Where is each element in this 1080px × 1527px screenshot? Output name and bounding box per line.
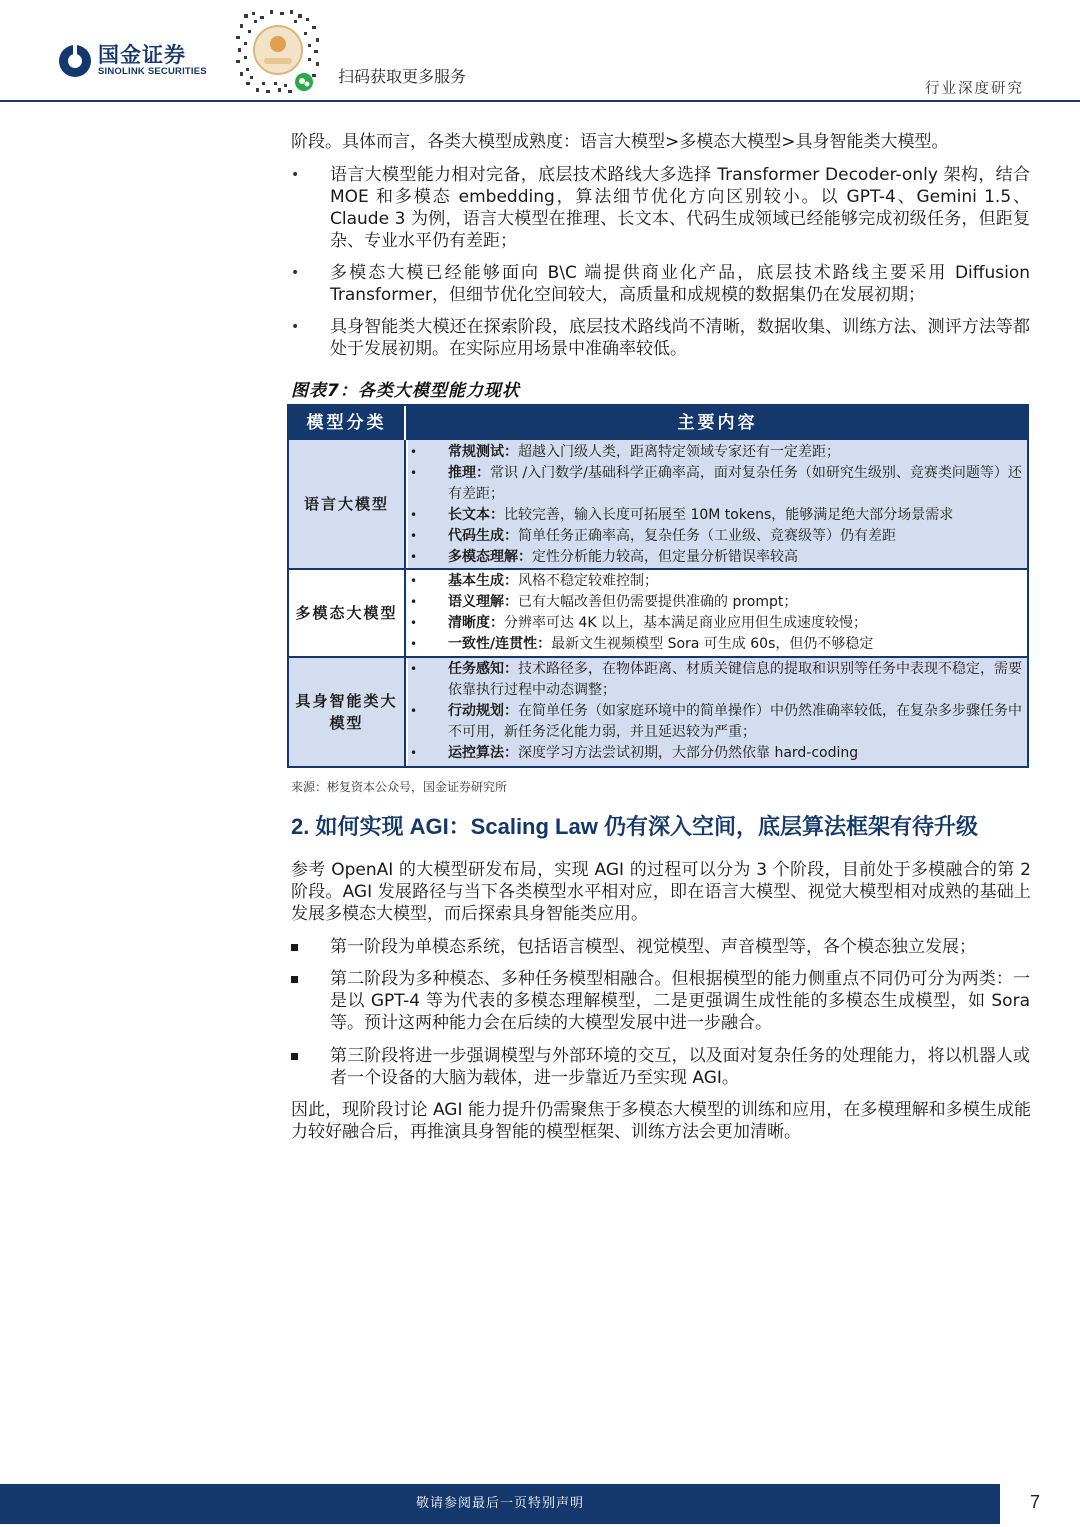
item-label: 代码生成： [448,528,518,544]
bullet-text: 多模态大模已经能够面向 B\C 端提供商业化产品，底层技术路线主要采用 Diffusion Transformer，但细节优化空间较大，高质量和成规模的数据集仍在发展初期； [330,263,1030,305]
figure-title: 图表7：各类大模型能力现状 [291,381,520,401]
capability-table [287,404,1029,768]
bullet-icon: • [410,662,418,676]
bullet-icon: • [410,595,418,609]
square-bullet-icon [291,968,311,990]
table-list-item [408,659,1027,701]
item-label: 基本生成： [448,573,518,589]
bullet-icon: • [410,550,418,564]
model-category: 具身智能类大模型 [289,658,406,766]
header-divider [0,100,1080,102]
bullet-text: 第三阶段将进一步强调模型与外部环境的交互，以及面对复杂任务的处理能力，将以机器人或者一个设备的大脑为载体，进一步靠近乃至实现 AGI。 [330,1046,1030,1088]
model-category: 语言大模型 [289,440,406,568]
table-row [289,658,1027,766]
item-label: 长文本： [448,507,504,523]
bullet-text: 语言大模型能力相对完备，底层技术路线大多选择 Transformer Decoder-only 架构，结合 MOE 和多模态 embedding，算法细节优化方向区别较小。以 GPT-4、Gemini 1.5、Claude 3 为例，语言大模型在推理、长文本、代码生成领域已经能够完成初级任务，但距复杂、专业水平仍有差距； [330,165,1030,251]
item-label: 语义理解： [448,594,518,610]
table-list-item [408,463,1027,505]
item-text: 已有大幅改善但仍需要提供准确的 prompt； [518,594,798,610]
item-label: 推理： [448,465,490,481]
item-label: 常规测试： [448,444,518,460]
table-list-item [408,571,1027,592]
bullet-icon: • [410,704,418,718]
bullet-icon: • [291,319,300,335]
item-text: 常识 /入门数学/基础科学正确率高，面对复杂任务（如研究生级别、竞赛类问题等）还有差距； [448,465,1022,502]
table-row [289,570,1027,656]
bullet-icon: • [410,746,418,760]
item-label: 多模态理解： [448,549,532,565]
bullet-icon: • [291,265,300,281]
table-list-item [408,505,1027,526]
bullet-text: 具身智能类大模还在探索阶段，底层技术路线尚不清晰，数据收集、训练方法、测评方法等都处于发展初期。在实际应用场景中准确率较低。 [330,317,1030,359]
bullet-icon: • [410,466,418,480]
figure-source: 来源：彬复资本公众号，国金证券研究所 [291,780,508,794]
column-header: 模型分类 [289,406,406,440]
bullet-icon: • [410,637,418,651]
section-paragraph: 参考 OpenAI 的大模型研发布局，实现 AGI 的过程可以分为 3 个阶段，目前处于多模融合的第 2 阶段。AGI 发展路径与当下各类模型水平相对应，即在语言大模型、视觉大模型相对成熟的基础上发展多模态大模型，而后探索具身智能类应用。 [291,860,1031,924]
bullet-text: 第二阶段为多种模态、多种任务模型相融合。但根据模型的能力侧重点不同仍可分为两类：一是以 GPT-4 等为代表的多模态理解模型，二是更强调生成性能的多模态生成模型，如 Sora 等。预计这两种能力会在后续的大模型发展中进一步融合。 [330,969,1030,1033]
bullet-icon: • [291,167,300,183]
item-label: 一致性/连贯性： [448,636,552,652]
company-logo [58,44,207,78]
table-list-item [408,743,1027,764]
item-label: 清晰度： [448,615,504,631]
qr-code-icon[interactable] [234,8,322,96]
table-list-item [408,701,1027,743]
bullet-icon: • [410,574,418,588]
table-row [289,440,1027,568]
item-text: 简单任务正确率高，复杂任务（工业级、竞赛级等）仍有差距 [518,528,896,544]
row-content [408,440,1027,568]
square-bullet-icon [291,936,311,958]
conclusion-paragraph: 因此，现阶段讨论 AGI 能力提升仍需聚焦于多模态大模型的训练和应用，在多模理解和多模生成能力较好融合后，再推演具身智能的模型框架、训练方法会更加清晰。 [291,1100,1031,1142]
bullet-icon: • [410,508,418,522]
item-text: 在简单任务（如家庭环境中的简单操作）中仍然准确率较低，在复杂多步骤任务中不可用，新任务泛化能力弱，并且延迟较为严重； [448,703,1022,740]
logo-english: SINOLINK SECURITIES [98,66,207,77]
page-number: 7 [1030,1492,1041,1512]
table-list-item [408,526,1027,547]
qr-caption: 扫码获取更多服务 [338,67,467,86]
item-label: 运控算法： [448,745,518,761]
bullet-icon: • [410,616,418,630]
square-bullet-icon [291,1045,311,1067]
table-header [289,406,1027,440]
bullet-text: 第一阶段为单模态系统，包括语言模型、视觉模型、声音模型等，各个模态独立发展； [330,937,976,957]
footer-disclaimer[interactable]: 敬请参阅最后一页特别声明 [415,1496,584,1511]
table-list-item [408,592,1027,613]
row-content [408,570,1027,656]
table-list-item [408,613,1027,634]
sinolink-logo-icon [58,44,92,78]
report-type: 行业深度研究 [925,81,1024,97]
logo-chinese: 国金证券 [98,43,186,67]
row-content [408,658,1027,766]
item-label: 行动规划： [448,703,518,719]
item-text: 深度学习方法尝试初期，大部分仍然依靠 hard-coding [518,745,859,761]
item-text: 风格不稳定较难控制； [518,573,658,589]
model-category: 多模态大模型 [289,570,406,656]
column-header: 主要内容 [677,413,758,433]
intro-paragraph: 阶段。具体而言，各类大模型成熟度：语言大模型>多模态大模型>具身智能类大模型。 [291,132,949,152]
item-label: 任务感知： [448,661,518,677]
item-text: 超越入门级人类，距离特定领域专家还有一定差距； [518,444,840,460]
bullet-icon: • [410,529,418,543]
table-list-item [408,547,1027,568]
table-list-item [408,442,1027,463]
item-text: 比较完善，输入长度可拓展至 10M tokens，能够满足绝大部分场景需求 [504,507,954,523]
page-header [0,0,1080,101]
section-heading: 2. 如何实现 AGI：Scaling Law 仍有深入空间，底层算法框架有待升级 [291,814,978,839]
item-text: 定性分析能力较高，但定量分析错误率较高 [532,549,798,565]
item-text: 分辨率可达 4K 以上，基本满足商业应用但生成速度较慢； [504,615,867,631]
bullet-icon: • [410,445,418,459]
item-text: 最新文生视频模型 Sora 可生成 60s，但仍不够稳定 [551,636,874,652]
table-list-item [408,634,1027,655]
item-text: 技术路径多，在物体距离、材质关键信息的提取和识别等任务中表现不稳定，需要依靠执行过程中动态调整； [448,661,1022,698]
